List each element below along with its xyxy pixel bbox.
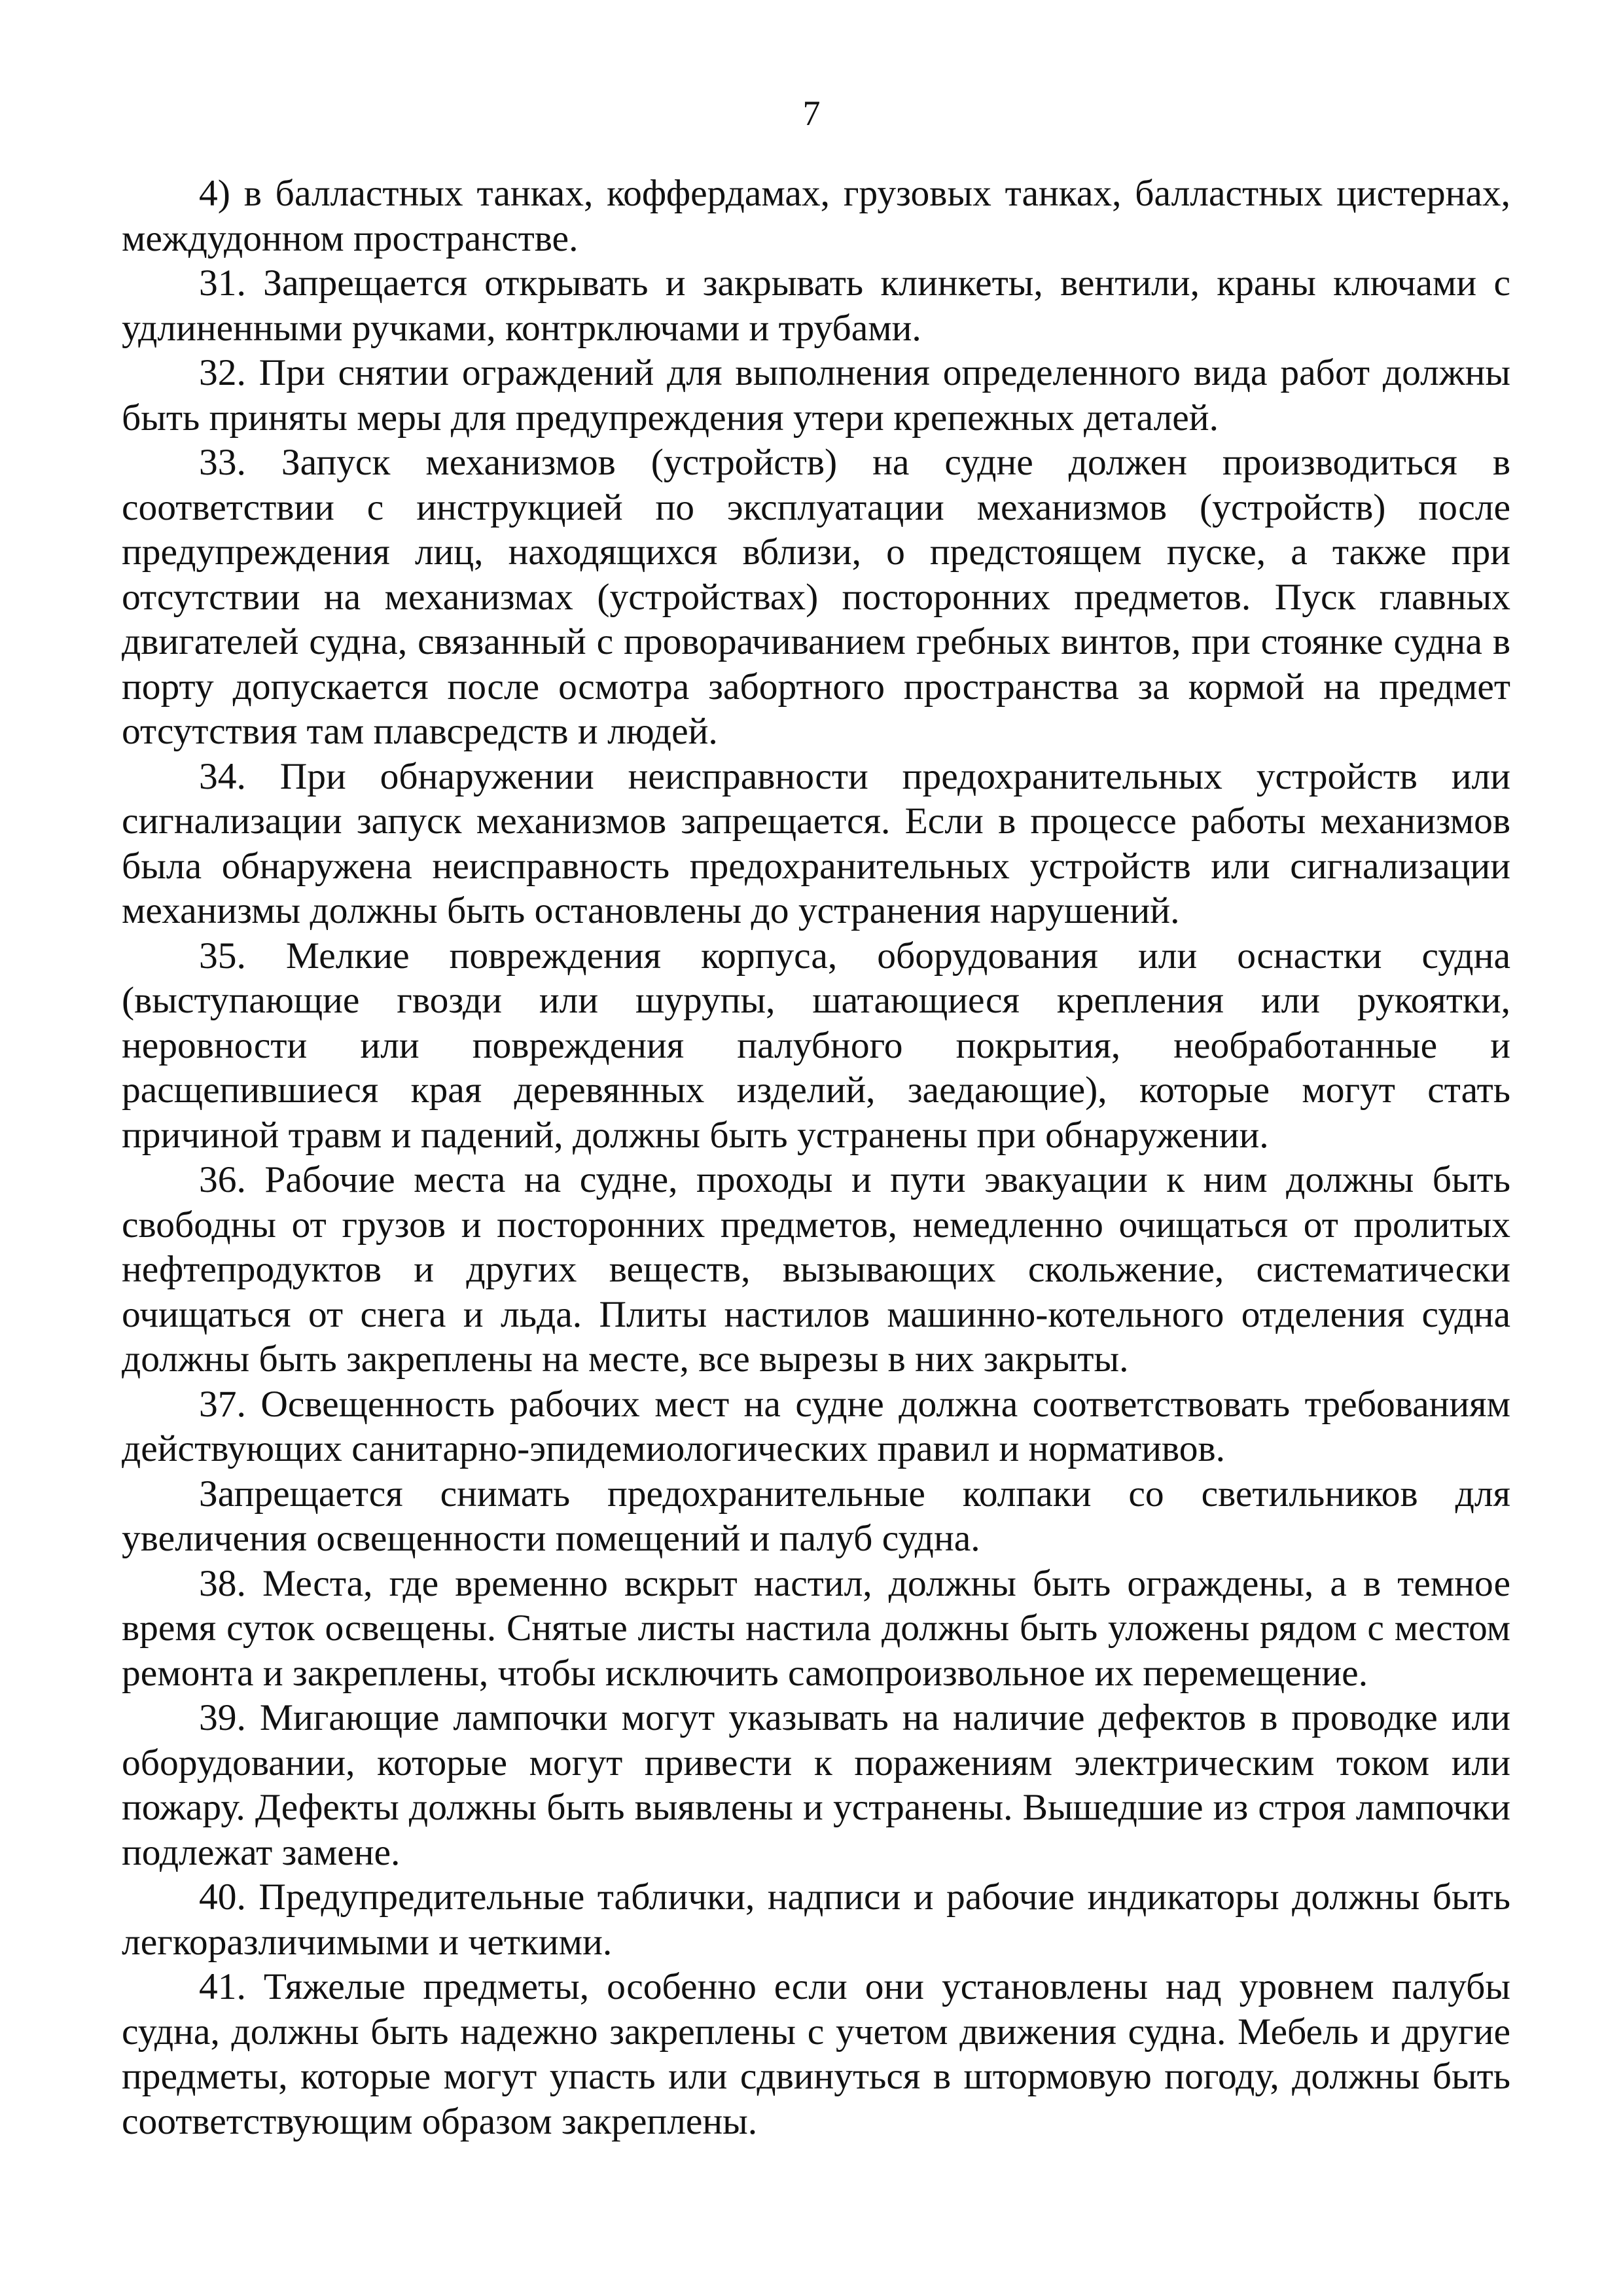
paragraph-33-mechanism-start: 33. Запуск механизмов (устройств) на судне должен производиться в соответствии с инструкцией по эксплуатации механизмов (устройств) после предупреждения лиц, находящихся вблизи, о предстоящем пуске, а также при отсутствии на механизмах (устройствах) посторонних предметов. Пуск главных двигателей судна, связанный с проворачиванием гребных винтов, при стоянке судна в порту допускается после осмотра забортного пространства за кормой на предмет отсутствия там плавсредств и людей. [122, 442, 1510, 752]
paragraph-37-lamp-covers: Запрещается снимать предохранительные колпаки со светильников для увеличения освещенности помещений и палуб судна. [122, 1473, 1510, 1559]
paragraph-31-valves: 31. Запрещается открывать и закрывать клинкеты, вентили, краны ключами с удлиненными ручками, контрключами и трубами. [122, 262, 1510, 349]
paragraph-39-flickering-lamps: 39. Мигающие лампочки могут указывать на наличие дефектов в проводке или оборудовании, которые могут привести к поражениям электрическим током или пожару. Дефекты должны быть выявлены и устранены. Вышедшие из строя лампочки подлежат замене. [122, 1697, 1510, 1873]
paragraph-35-minor-damage: 35. Мелкие повреждения корпуса, оборудования или оснастки судна (выступающие гвозди или шурупы, шатающиеся крепления или рукоятки, неровности или повреждения палубного покрытия, необработанные и расщепившиеся края деревянных изделий, заедающие), которые могут стать причиной травм и падений, должны быть устранены при обнаружении. [122, 935, 1510, 1156]
paragraph-item-4-ballast-tanks: 4) в балластных танках, коффердамах, грузовых танках, балластных цистернах, междудонном пространстве. [122, 173, 1510, 259]
paragraph-37-lighting: 37. Освещенность рабочих мест на судне должна соответствовать требованиям действующих санитарно-эпидемиологических правил и нормативов. [122, 1383, 1510, 1469]
paragraph-41-heavy-objects: 41. Тяжелые предметы, особенно если они установлены над уровнем палубы судна, должны быть надежно закреплены с учетом движения судна. Мебель и другие предметы, которые могут упасть или сдвинуться в штормовую погоду, должны быть соответствующим образом закреплены. [122, 1966, 1510, 2142]
paragraph-36-workplaces: 36. Рабочие места на судне, проходы и пути эвакуации к ним должны быть свободны от грузов и посторонних предметов, немедленно очищаться от пролитых нефтепродуктов и других веществ, вызывающих скольжение, систематически очищаться от снега и льда. Плиты настилов машинно-котельного отделения судна должны быть закреплены на месте, все вырезы в них закрыты. [122, 1159, 1510, 1380]
paragraph-32-guards-removal: 32. При снятии ограждений для выполнения определенного вида работ должны быть приняты меры для предупреждения утери крепежных деталей. [122, 352, 1510, 439]
page-number: 7 [802, 94, 821, 133]
paragraph-40-warning-signs: 40. Предупредительные таблички, надписи и рабочие индикаторы должны быть легкоразличимыми и четкими. [122, 1876, 1510, 1963]
paragraph-38-opened-flooring: 38. Места, где временно вскрыт настил, должны быть ограждены, а в темное время суток освещены. Снятые листы настила должны быть уложены рядом с местом ремонта и закреплены, чтобы исключить самопроизвольное их перемещение. [122, 1562, 1510, 1694]
document-body [122, 171, 1510, 2144]
paragraph-34-safety-device-fault: 34. При обнаружении неисправности предохранительных устройств или сигнализации запуск механизмов запрещается. Если в процессе работы механизмов была обнаружена неисправность предохранительных устройств или сигнализации механизмы должны быть остановлены до устранения нарушений. [122, 755, 1510, 931]
